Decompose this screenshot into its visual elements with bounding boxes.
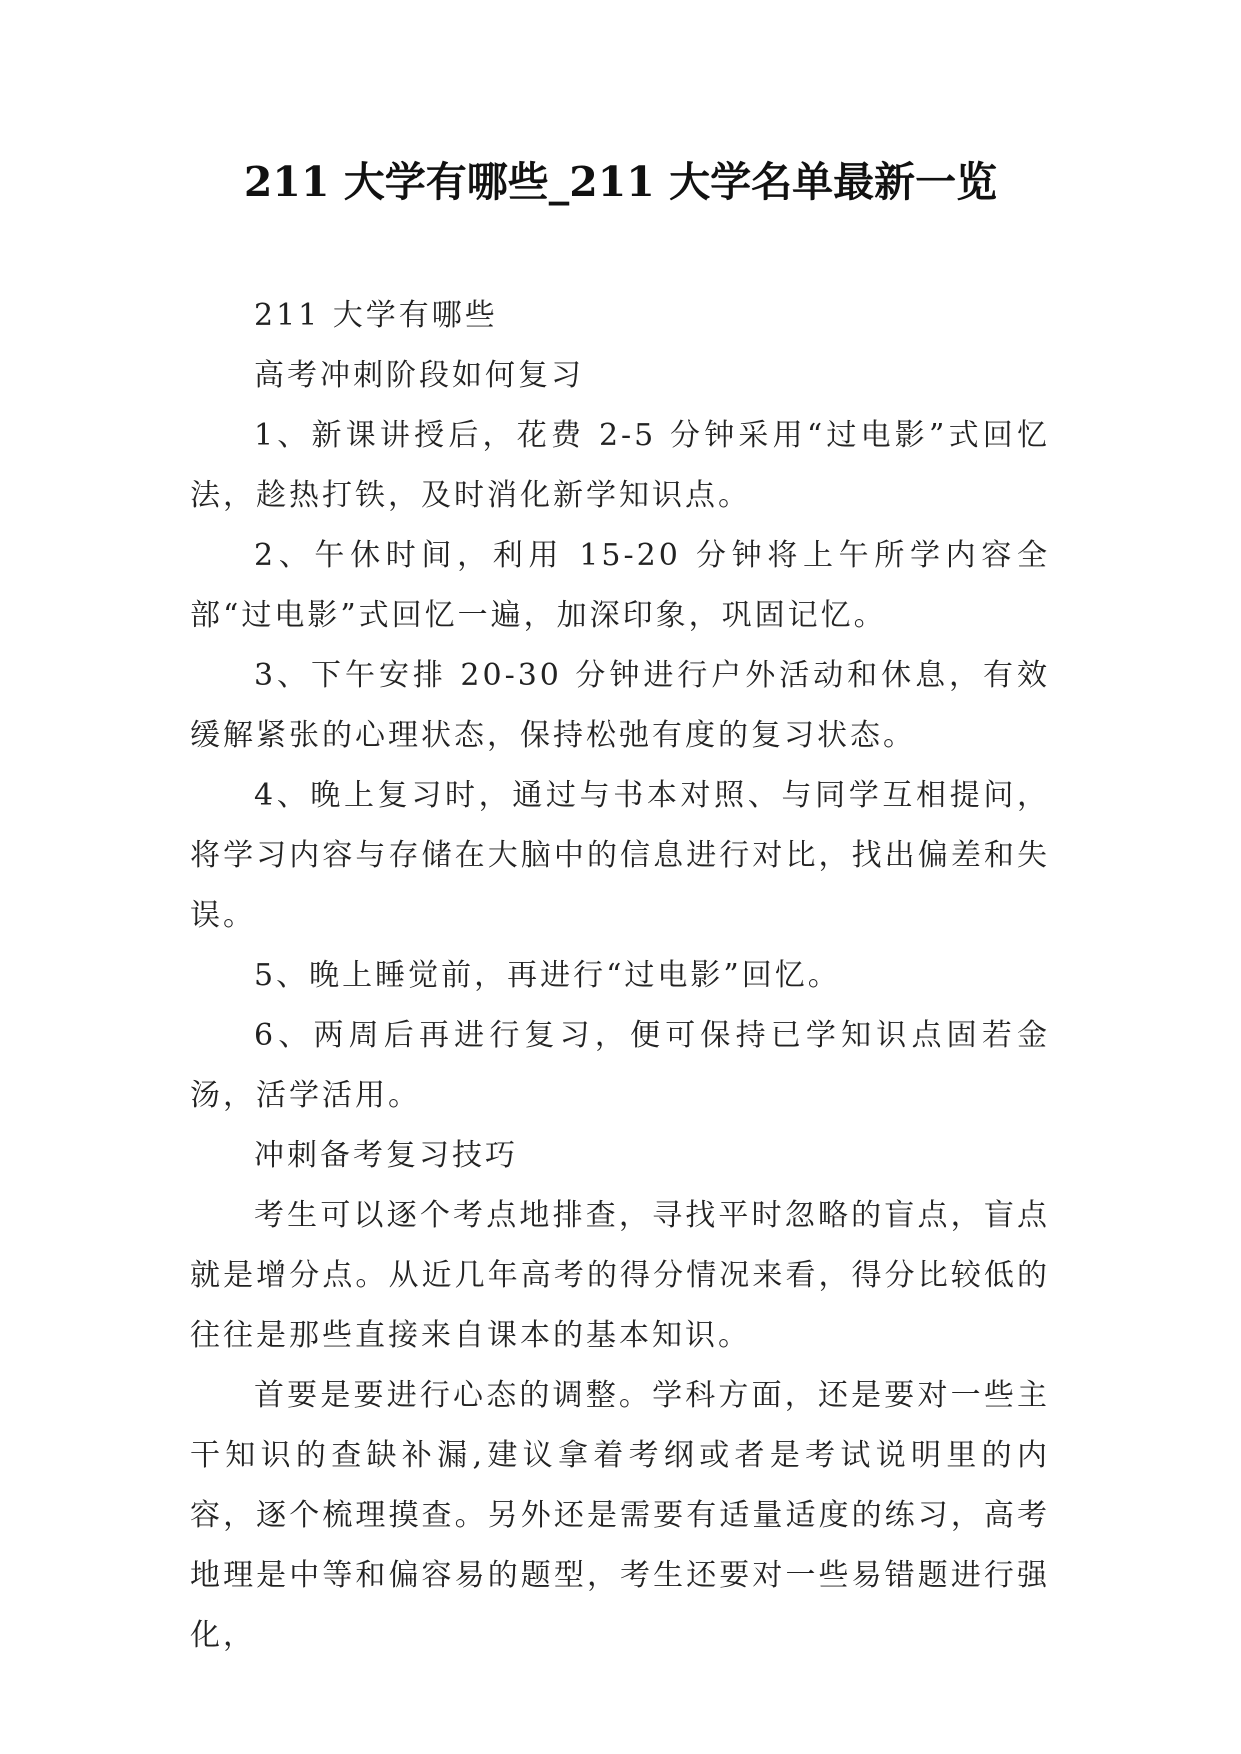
paragraph-step-3: 3、下午安排 20-30 分钟进行户外活动和休息，有效缓解紧张的心理状态，保持松弛有度的复习状态。 bbox=[190, 658, 1050, 753]
paragraph-step-1: 1、新课讲授后，花费 2-5 分钟采用“过电影”式回忆法，趁热打铁，及时消化新学知识点。 bbox=[190, 418, 1050, 513]
paragraph-tips-2: 首要是要进行心态的调整。学科方面，还是要对一些主干知识的查缺补漏,建议拿着考纲或者是考试说明里的内容，逐个梳理摸查。另外还是需要有适量适度的练习，高考地理是中等和偏容易的题型，考生还要对一些易错题进行强化， bbox=[190, 1378, 1050, 1653]
paragraph-step-4: 4、晚上复习时，通过与书本对照、与同学互相提问，将学习内容与存储在大脑中的信息进行对比，找出偏差和失误。 bbox=[190, 778, 1050, 933]
document-title: 211 大学有哪些_211 大学名单最新一览 bbox=[243, 158, 998, 206]
paragraph-heading-211: 211 大学有哪些 bbox=[254, 298, 498, 333]
paragraph-heading-tips: 冲刺备考复习技巧 bbox=[254, 1138, 518, 1173]
paragraph-step-6: 6、两周后再进行复习，便可保持已学知识点固若金汤，活学活用。 bbox=[190, 1018, 1050, 1113]
paragraph-step-2: 2、午休时间，利用 15-20 分钟将上午所学内容全部“过电影”式回忆一遍，加深印象，巩固记忆。 bbox=[190, 538, 1050, 633]
document-body bbox=[190, 286, 1050, 1666]
paragraph-tips-1: 考生可以逐个考点地排查，寻找平时忽略的盲点，盲点就是增分点。从近几年高考的得分情况来看，得分比较低的往往是那些直接来自课本的基本知识。 bbox=[190, 1198, 1050, 1353]
paragraph-step-5: 5、晚上睡觉前，再进行“过电影”回忆。 bbox=[254, 958, 841, 993]
paragraph-heading-review: 高考冲刺阶段如何复习 bbox=[254, 358, 584, 393]
